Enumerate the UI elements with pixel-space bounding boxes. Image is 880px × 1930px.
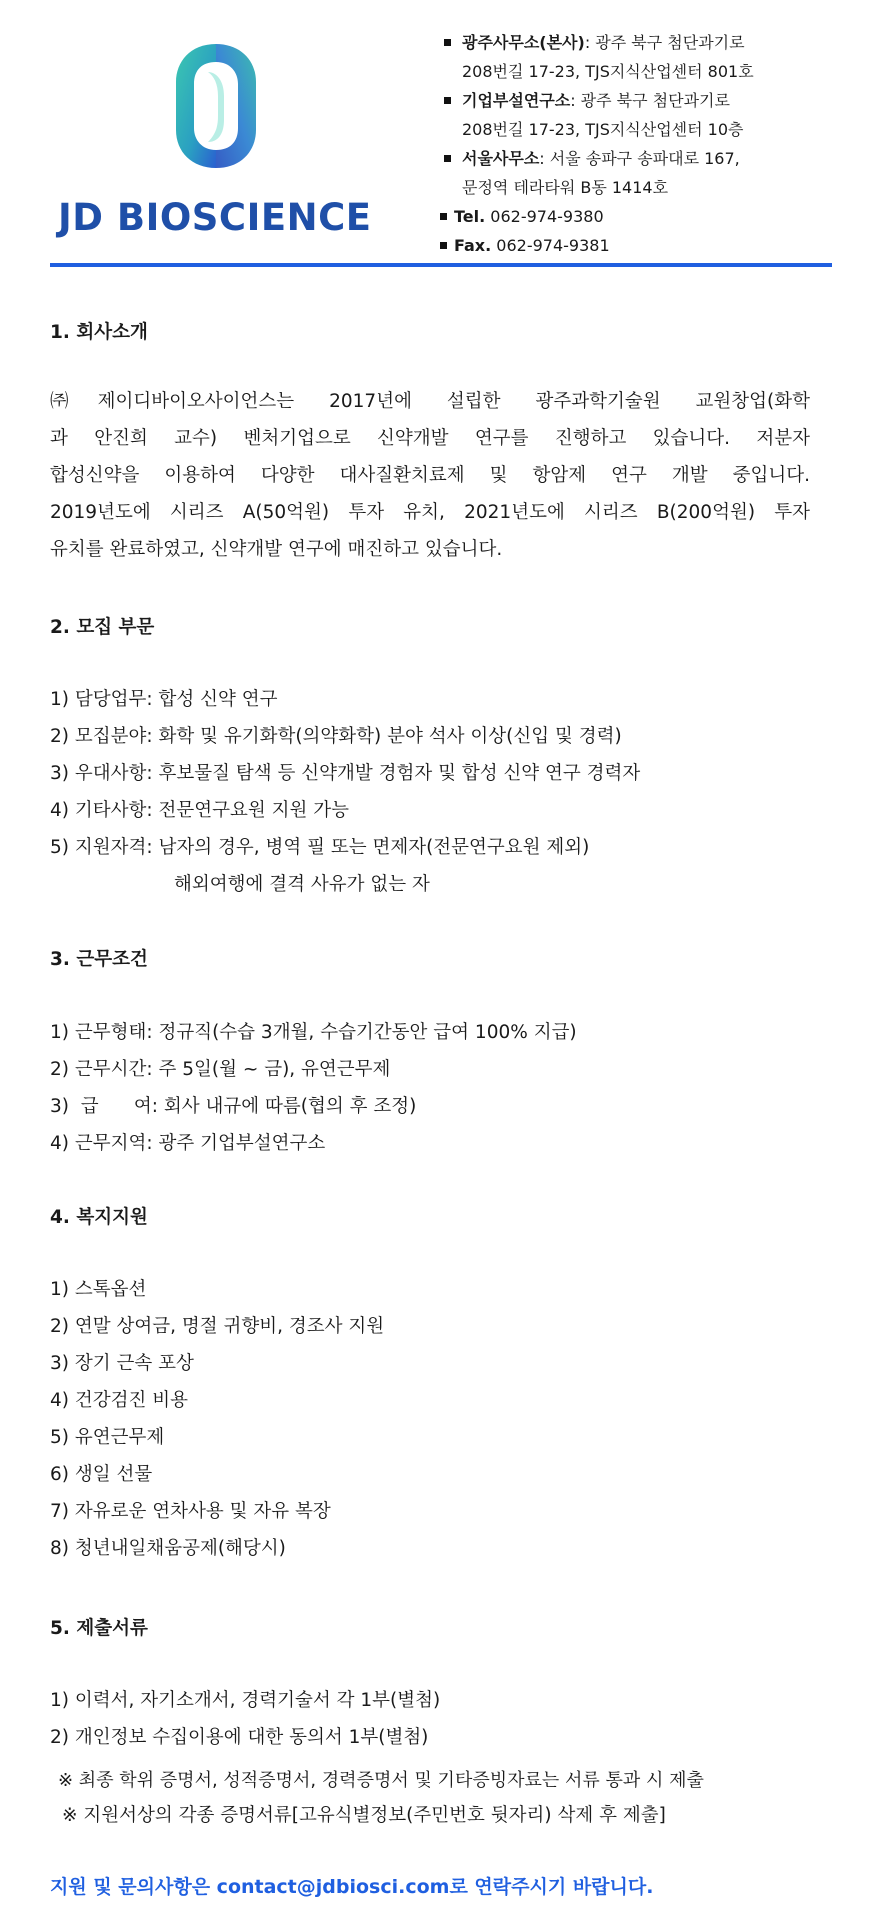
fax-label: Fax. (454, 236, 492, 255)
list-item: 3) 장기 근속 포상 (50, 1353, 194, 1374)
square-bullet-icon (440, 242, 447, 249)
contact-seoul (440, 144, 840, 173)
contact-footer: 지원 및 문의사항은 contact@jdbiosci.com로 연락주시기 바랍니다. (50, 1876, 654, 1898)
contact-label: 기업부설연구소 (462, 91, 571, 110)
contact-address-cont: 208번길 17-23, TJS지식산업센터 10층 (462, 120, 744, 139)
contact-address-cont: 208번길 17-23, TJS지식산업센터 801호 (462, 62, 754, 81)
paragraph-line: 2019년도에 시리즈 A(50억원) 투자 유치, 2021년도에 시리즈 B(200억원) 투자 (50, 502, 810, 523)
section-title-recruit: 2. 모집 부문 (50, 617, 155, 638)
paragraph-line: 유치를 완료하였고, 신약개발 연구에 매진하고 있습니다. (50, 539, 503, 560)
list-item: 4) 건강검진 비용 (50, 1390, 188, 1411)
list-item: 2) 연말 상여금, 명절 귀향비, 경조사 지원 (50, 1316, 385, 1337)
recruit-list (50, 681, 640, 903)
list-item: 1) 스톡옵션 (50, 1279, 147, 1300)
list-item: 1) 담당업무: 합성 신약 연구 (50, 689, 278, 710)
section-title-welfare: 4. 복지지원 (50, 1207, 148, 1228)
contact-tel (440, 202, 840, 231)
paragraph-line: 합성신약을 이용하여 다양한 대사질환치료제 및 항암제 연구 개발 중입니다. (50, 465, 810, 486)
contact-info (440, 28, 840, 260)
conditions-list (50, 1014, 577, 1162)
contact-address: : 서울 송파구 송파대로 167, (539, 149, 740, 168)
list-item: 1) 이력서, 자기소개서, 경력기술서 각 1부(별첨) (50, 1690, 441, 1711)
list-item: 3) 우대사항: 후보물질 탐색 등 신약개발 경험자 및 합성 신약 연구 경력자 (50, 763, 641, 784)
fax-number: 062-974-9381 (496, 236, 610, 255)
list-item: 5) 유연근무제 (50, 1427, 165, 1448)
list-item-continuation: 해외여행에 결격 사유가 없는 자 (174, 874, 430, 895)
contact-lab (440, 86, 840, 115)
list-item: 4) 근무지역: 광주 기업부설연구소 (50, 1133, 326, 1154)
intro-paragraph (50, 383, 810, 568)
list-item: 2) 근무시간: 주 5일(월 ~ 금), 유연근무제 (50, 1059, 391, 1080)
list-item: 1) 근무형태: 정규직(수습 3개월, 수습기간동안 급여 100% 지급) (50, 1022, 577, 1043)
contact-label: 광주사무소(본사) (462, 33, 585, 52)
contact-hq (440, 28, 840, 57)
contact-fax (440, 231, 840, 260)
paragraph-line: ㈜제이디바이오사이언스는 2017년에 설립한 광주과학기술원 교원창업(화학 (50, 391, 810, 412)
list-item: 5) 지원자격: 남자의 경우, 병역 필 또는 면제자(전문연구요원 제외) (50, 837, 590, 858)
square-bullet-icon (444, 39, 451, 46)
welfare-list (50, 1271, 384, 1567)
list-item: 7) 자유로운 연차사용 및 자유 복장 (50, 1501, 331, 1522)
list-item: 8) 청년내일채움공제(해당시) (50, 1538, 286, 1559)
contact-label: 서울사무소 (462, 149, 540, 168)
paragraph-line: 과 안진희 교수) 벤처기업으로 신약개발 연구를 진행하고 있습니다. 저분자 (50, 428, 810, 449)
square-bullet-icon (440, 213, 447, 220)
square-bullet-icon (444, 97, 451, 104)
list-item: 2) 개인정보 수집이용에 대한 동의서 1부(별첨) (50, 1727, 429, 1748)
section-title-intro: 1. 회사소개 (50, 322, 148, 343)
contact-address-cont: 문정역 테라타워 B동 1414호 (462, 178, 669, 197)
list-item: 2) 모집분야: 화학 및 유기화학(의약화학) 분야 석사 이상(신입 및 경력) (50, 726, 622, 747)
note-line: ※ 최종 학위 증명서, 성적증명서, 경력증명서 및 기타증빙자료는 서류 통과 시 제출 (58, 1770, 704, 1791)
list-item: 6) 생일 선물 (50, 1464, 153, 1485)
contact-address: : 광주 북구 첨단과기로 (584, 33, 745, 52)
section-title-documents: 5. 제출서류 (50, 1618, 148, 1639)
documents-list (50, 1682, 440, 1756)
tel-label: Tel. (454, 207, 486, 226)
tel-number: 062-974-9380 (490, 207, 604, 226)
note-line: ※ 지원서상의 각종 증명서류[고유식별정보(주민번호 뒷자리) 삭제 후 제출] (62, 1805, 666, 1826)
contact-address: : 광주 북구 첨단과기로 (570, 91, 730, 110)
square-bullet-icon (444, 155, 451, 162)
section-title-conditions: 3. 근무조건 (50, 949, 148, 970)
header-divider (50, 263, 832, 267)
company-logo-icon (172, 42, 260, 170)
list-item: 3) 급 여: 회사 내규에 따름(협의 후 조정) (50, 1096, 417, 1117)
company-name: JD BIOSCIENCE (58, 196, 372, 239)
list-item: 4) 기타사항: 전문연구요원 지원 가능 (50, 800, 349, 821)
